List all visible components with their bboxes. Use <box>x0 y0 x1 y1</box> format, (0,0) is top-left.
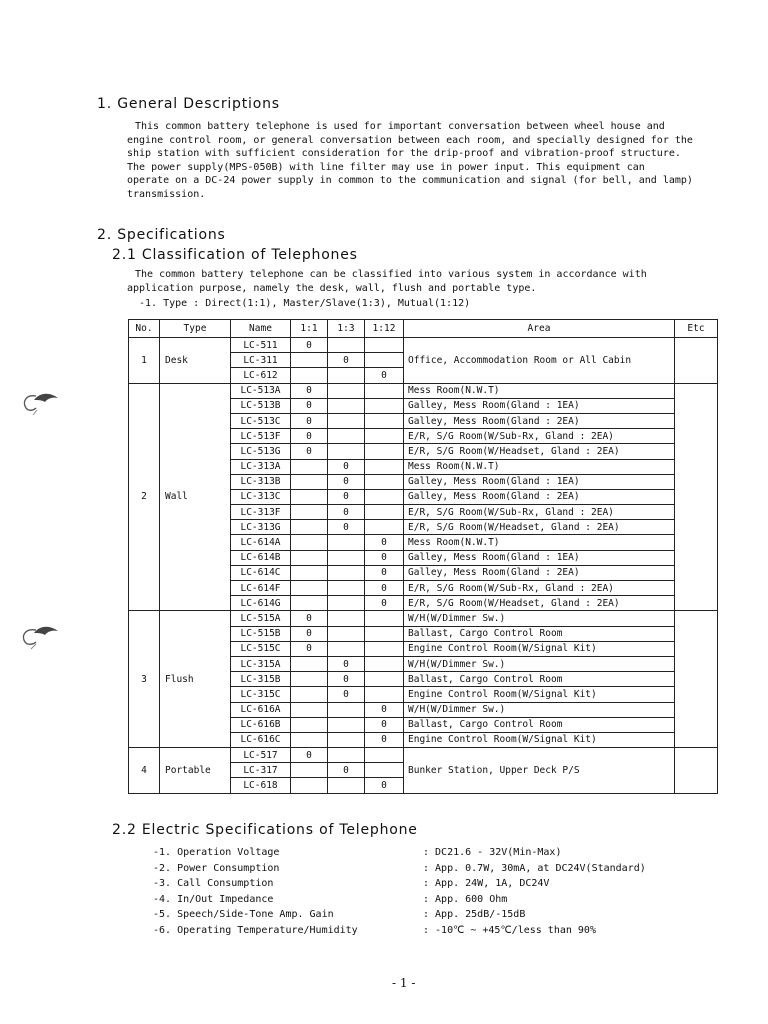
cell-area: Galley, Mess Room(Gland : 1EA) <box>404 474 675 489</box>
cell-name: LC-616C <box>231 732 291 747</box>
description-line: The power supply(MPS-050B) with line filter may use in power input. This equipment can <box>127 161 645 173</box>
cell-name: LC-317 <box>231 763 291 778</box>
cell-ratio-1-12: 0 <box>365 535 404 550</box>
description-line: operate on a DC-24 power supply in common to the communication and signal (for bell, and lamp) <box>127 175 693 186</box>
cell-ratio-1-12: 0 <box>365 550 404 565</box>
description-line: This common battery telephone is used for important conversation between wheel house and <box>135 121 665 132</box>
cell-name: LC-513G <box>231 444 291 459</box>
cell-etc <box>675 338 718 384</box>
cell-area: W/H(W/Dimmer Sw.) <box>404 702 675 717</box>
cell-ratio-1-12 <box>365 611 404 626</box>
cell-name: LC-513F <box>231 429 291 444</box>
cell-ratio-1-1: 0 <box>291 626 328 641</box>
spec-value: : App. 24W, 1A, DC24V <box>423 878 550 890</box>
cell-area: Engine Control Room(W/Signal Kit) <box>404 687 675 702</box>
cell-ratio-1-12 <box>365 398 404 413</box>
cell-name: LC-513C <box>231 413 291 428</box>
cell-area: Mess Room(N.W.T) <box>404 383 675 398</box>
cell-ratio-1-12 <box>365 383 404 398</box>
cell-area: E/R, S/G Room(W/Sub-Rx, Gland : 2EA) <box>404 429 675 444</box>
cell-ratio-1-3 <box>328 641 365 656</box>
cell-ratio-1-3 <box>328 702 365 717</box>
table-row <box>129 748 718 763</box>
cell-ratio-1-12: 0 <box>365 581 404 596</box>
cell-ratio-1-1 <box>291 732 328 747</box>
cell-area: W/H(W/Dimmer Sw.) <box>404 656 675 671</box>
cell-ratio-1-3: 0 <box>328 520 365 535</box>
general-description <box>127 120 719 201</box>
cell-ratio-1-1 <box>291 596 328 611</box>
cell-type: Flush <box>160 611 231 748</box>
cell-ratio-1-1 <box>291 489 328 504</box>
header-name: Name <box>231 320 291 338</box>
cell-ratio-1-1 <box>291 763 328 778</box>
cell-area: Ballast, Cargo Control Room <box>404 626 675 641</box>
cell-name: LC-616B <box>231 717 291 732</box>
cell-name: LC-313C <box>231 489 291 504</box>
cell-name: LC-515A <box>231 611 291 626</box>
cell-ratio-1-3 <box>328 535 365 550</box>
cell-name: LC-311 <box>231 353 291 368</box>
cell-ratio-1-3: 0 <box>328 459 365 474</box>
table-row <box>129 383 718 398</box>
cell-name: LC-614C <box>231 565 291 580</box>
cell-ratio-1-12 <box>365 413 404 428</box>
cell-area: Bunker Station, Upper Deck P/S <box>404 748 675 794</box>
cell-area: E/R, S/G Room(W/Headset, Gland : 2EA) <box>404 520 675 535</box>
description-line: engine control room, or general conversation between each room, and specially designed for the <box>127 134 693 146</box>
cell-type: Wall <box>160 383 231 611</box>
section-1-title: 1. General Descriptions <box>97 96 280 112</box>
cell-area: Galley, Mess Room(Gland : 2EA) <box>404 489 675 504</box>
cell-ratio-1-1 <box>291 368 328 383</box>
cell-ratio-1-12 <box>365 748 404 763</box>
cell-area: Galley, Mess Room(Gland : 2EA) <box>404 413 675 428</box>
cell-ratio-1-1 <box>291 535 328 550</box>
cell-ratio-1-12 <box>365 656 404 671</box>
header-etc: Etc <box>675 320 718 338</box>
description-line: transmission. <box>127 188 206 200</box>
header-area: Area <box>404 320 675 338</box>
cell-ratio-1-1: 0 <box>291 429 328 444</box>
cell-name: LC-511 <box>231 338 291 353</box>
cell-area: E/R, S/G Room(W/Sub-Rx, Gland : 2EA) <box>404 505 675 520</box>
header-1-12: 1:12 <box>365 320 404 338</box>
cell-name: LC-315B <box>231 672 291 687</box>
cell-etc <box>675 383 718 611</box>
cell-ratio-1-1 <box>291 459 328 474</box>
cell-no: 2 <box>129 383 160 611</box>
header-no: No. <box>129 320 160 338</box>
cell-etc <box>675 748 718 794</box>
cell-ratio-1-3: 0 <box>328 353 365 368</box>
subsection-2-2-title: 2.2 Electric Specifications of Telephone <box>112 822 418 838</box>
cell-ratio-1-1 <box>291 505 328 520</box>
cell-area: Office, Accommodation Room or All Cabin <box>404 338 675 384</box>
cell-area: Engine Control Room(W/Signal Kit) <box>404 641 675 656</box>
cell-name: LC-315C <box>231 687 291 702</box>
cell-name: LC-517 <box>231 748 291 763</box>
cell-area: Mess Room(N.W.T) <box>404 459 675 474</box>
cell-ratio-1-1: 0 <box>291 641 328 656</box>
cell-name: LC-313F <box>231 505 291 520</box>
cell-area: E/R, S/G Room(W/Headset, Gland : 2EA) <box>404 444 675 459</box>
cell-ratio-1-3 <box>328 550 365 565</box>
spec-value: : App. 25dB/-15dB <box>423 909 526 921</box>
cell-ratio-1-1 <box>291 778 328 793</box>
table-row <box>129 338 718 353</box>
cell-type: Portable <box>160 748 231 794</box>
cell-ratio-1-3 <box>328 565 365 580</box>
cell-name: LC-313A <box>231 459 291 474</box>
spec-label: -1. Operation Voltage <box>153 847 280 858</box>
description-line: application purpose, namely the desk, wall, flush and portable type. <box>127 282 537 294</box>
cell-ratio-1-12 <box>365 687 404 702</box>
cell-ratio-1-1: 0 <box>291 611 328 626</box>
cell-ratio-1-12: 0 <box>365 368 404 383</box>
cell-ratio-1-12: 0 <box>365 565 404 580</box>
cell-ratio-1-12 <box>365 672 404 687</box>
cell-ratio-1-12 <box>365 489 404 504</box>
cell-ratio-1-1 <box>291 581 328 596</box>
cell-ratio-1-3 <box>328 398 365 413</box>
cell-etc <box>675 611 718 748</box>
spec-value: : App. 0.7W, 30mA, at DC24V(Standard) <box>423 862 646 874</box>
cell-ratio-1-1 <box>291 687 328 702</box>
section-2-title: 2. Specifications <box>97 227 226 243</box>
subsection-2-1-title: 2.1 Classification of Telephones <box>112 247 358 263</box>
cell-ratio-1-3: 0 <box>328 489 365 504</box>
spec-label: -6. Operating Temperature/Humidity <box>153 924 358 936</box>
header-1-1: 1:1 <box>291 320 328 338</box>
cell-ratio-1-12 <box>365 338 404 353</box>
cell-ratio-1-1: 0 <box>291 338 328 353</box>
cell-no: 1 <box>129 338 160 384</box>
cell-ratio-1-3 <box>328 581 365 596</box>
cell-ratio-1-12 <box>365 474 404 489</box>
cell-name: LC-515B <box>231 626 291 641</box>
cell-ratio-1-12: 0 <box>365 717 404 732</box>
cell-ratio-1-1: 0 <box>291 748 328 763</box>
cell-ratio-1-3 <box>328 429 365 444</box>
spec-label: -4. In/Out Impedance <box>153 893 274 905</box>
cell-name: LC-614F <box>231 581 291 596</box>
type-line: -1. Type : Direct(1:1), Master/Slave(1:3), Mutual(1:12) <box>139 298 471 309</box>
cell-ratio-1-12 <box>365 429 404 444</box>
cell-ratio-1-1 <box>291 565 328 580</box>
cell-ratio-1-3 <box>328 611 365 626</box>
cell-name: LC-614G <box>231 596 291 611</box>
margin-mark-icon <box>20 388 60 418</box>
table-row <box>129 611 718 626</box>
cell-ratio-1-3: 0 <box>328 505 365 520</box>
cell-ratio-1-12 <box>365 641 404 656</box>
table-header-row <box>129 320 718 338</box>
cell-ratio-1-3 <box>328 626 365 641</box>
cell-area: Galley, Mess Room(Gland : 1EA) <box>404 398 675 413</box>
cell-name: LC-616A <box>231 702 291 717</box>
cell-name: LC-614B <box>231 550 291 565</box>
cell-ratio-1-1 <box>291 702 328 717</box>
cell-area: Ballast, Cargo Control Room <box>404 672 675 687</box>
cell-no: 3 <box>129 611 160 748</box>
cell-no: 4 <box>129 748 160 794</box>
cell-ratio-1-3: 0 <box>328 763 365 778</box>
cell-name: LC-515C <box>231 641 291 656</box>
spec-value: : App. 600 Ohm <box>423 893 508 905</box>
cell-ratio-1-1: 0 <box>291 413 328 428</box>
cell-area: Ballast, Cargo Control Room <box>404 717 675 732</box>
cell-area: Engine Control Room(W/Signal Kit) <box>404 732 675 747</box>
cell-area: Galley, Mess Room(Gland : 1EA) <box>404 550 675 565</box>
classification-description <box>127 268 719 295</box>
cell-ratio-1-12 <box>365 505 404 520</box>
cell-ratio-1-3 <box>328 338 365 353</box>
cell-ratio-1-1 <box>291 520 328 535</box>
cell-ratio-1-3 <box>328 778 365 793</box>
cell-ratio-1-3 <box>328 368 365 383</box>
cell-name: LC-315A <box>231 656 291 671</box>
cell-name: LC-618 <box>231 778 291 793</box>
header-1-3: 1:3 <box>328 320 365 338</box>
spec-value: : -10℃ ~ +45℃/less than 90% <box>423 924 596 936</box>
margin-mark-icon <box>20 620 60 650</box>
cell-ratio-1-12: 0 <box>365 702 404 717</box>
description-line: The common battery telephone can be classified into various system in accordance with <box>135 269 647 280</box>
cell-ratio-1-3: 0 <box>328 672 365 687</box>
page-number: - 1 - <box>392 976 416 990</box>
spec-label: -3. Call Consumption <box>153 878 274 890</box>
cell-name: LC-513B <box>231 398 291 413</box>
cell-area: Galley, Mess Room(Gland : 2EA) <box>404 565 675 580</box>
cell-ratio-1-3 <box>328 732 365 747</box>
cell-name: LC-313G <box>231 520 291 535</box>
cell-ratio-1-3 <box>328 383 365 398</box>
cell-name: LC-313B <box>231 474 291 489</box>
cell-ratio-1-3: 0 <box>328 687 365 702</box>
cell-ratio-1-3 <box>328 413 365 428</box>
header-type: Type <box>160 320 231 338</box>
cell-ratio-1-12 <box>365 353 404 368</box>
cell-area: E/R, S/G Room(W/Sub-Rx, Gland : 2EA) <box>404 581 675 596</box>
cell-name: LC-513A <box>231 383 291 398</box>
cell-ratio-1-1: 0 <box>291 398 328 413</box>
cell-ratio-1-12 <box>365 763 404 778</box>
cell-ratio-1-12: 0 <box>365 596 404 611</box>
cell-name: LC-614A <box>231 535 291 550</box>
cell-area: E/R, S/G Room(W/Headset, Gland : 2EA) <box>404 596 675 611</box>
cell-ratio-1-1 <box>291 353 328 368</box>
spec-label: -5. Speech/Side-Tone Amp. Gain <box>153 909 334 921</box>
cell-ratio-1-1 <box>291 550 328 565</box>
cell-area: W/H(W/Dimmer Sw.) <box>404 611 675 626</box>
cell-ratio-1-12: 0 <box>365 732 404 747</box>
cell-ratio-1-12: 0 <box>365 778 404 793</box>
cell-area: Mess Room(N.W.T) <box>404 535 675 550</box>
cell-name: LC-612 <box>231 368 291 383</box>
cell-ratio-1-1 <box>291 656 328 671</box>
classification-table <box>128 319 718 794</box>
cell-ratio-1-3 <box>328 717 365 732</box>
description-line: ship station with sufficient consideration for the drip-proof and vibration-proof structure. <box>127 148 681 159</box>
cell-ratio-1-3: 0 <box>328 656 365 671</box>
cell-ratio-1-1 <box>291 474 328 489</box>
cell-ratio-1-12 <box>365 459 404 474</box>
cell-type: Desk <box>160 338 231 384</box>
cell-ratio-1-1: 0 <box>291 444 328 459</box>
cell-ratio-1-1: 0 <box>291 383 328 398</box>
cell-ratio-1-1 <box>291 717 328 732</box>
cell-ratio-1-3 <box>328 444 365 459</box>
spec-value: : DC21.6 - 32V(Min-Max) <box>423 847 562 858</box>
cell-ratio-1-12 <box>365 444 404 459</box>
cell-ratio-1-3: 0 <box>328 474 365 489</box>
cell-ratio-1-3 <box>328 596 365 611</box>
spec-label: -2. Power Consumption <box>153 862 280 874</box>
cell-ratio-1-3 <box>328 748 365 763</box>
cell-ratio-1-12 <box>365 626 404 641</box>
cell-ratio-1-1 <box>291 672 328 687</box>
cell-ratio-1-12 <box>365 520 404 535</box>
